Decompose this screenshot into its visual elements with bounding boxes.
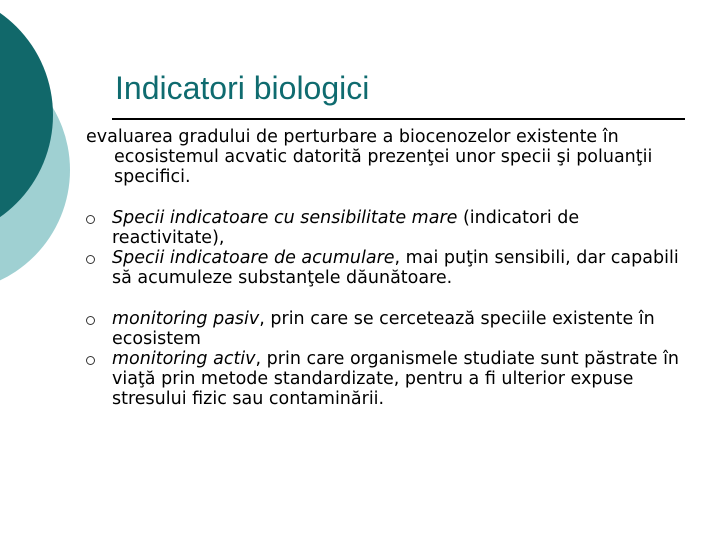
list-item [86, 208, 686, 248]
bullet-icon [86, 215, 95, 224]
title-underline [112, 118, 685, 120]
monitoring-list [86, 309, 686, 409]
list-item [86, 309, 686, 349]
list-item [86, 248, 686, 288]
intro-paragraph: evaluarea gradului de perturbare a biocenozelor existente în ecosistemul acvatic datorită prezenţei unor specii şi poluanţii specifici. [86, 127, 653, 187]
item-text: , prin care se cercetează speciile existente în ecosistem [112, 309, 655, 349]
item-term: monitoring activ [112, 349, 256, 369]
item-text: , mai puţin sensibili, dar capabili să acumuleze substanţele dăunătoare. [112, 248, 679, 288]
slide-body [86, 127, 686, 409]
bullet-icon [86, 316, 95, 325]
decorative-circles [0, 0, 80, 300]
item-text: (indicatori de reactivitate), [112, 208, 580, 248]
indicator-species-list [86, 208, 686, 288]
slide-title: Indicatori biologici [115, 70, 370, 106]
list-item [86, 349, 686, 409]
item-text: , prin care organismele studiate sunt păstrate în viaţă prin metode standardizate, pentru a fi ulterior expuse stresului fizic sau contaminării. [112, 349, 680, 409]
item-term: monitoring pasiv [112, 309, 260, 329]
item-term: Specii indicatoare cu sensibilitate mare [112, 208, 458, 228]
item-term: Specii indicatoare de acumulare [112, 248, 395, 268]
bullet-icon [86, 356, 95, 365]
bullet-icon [86, 255, 95, 264]
